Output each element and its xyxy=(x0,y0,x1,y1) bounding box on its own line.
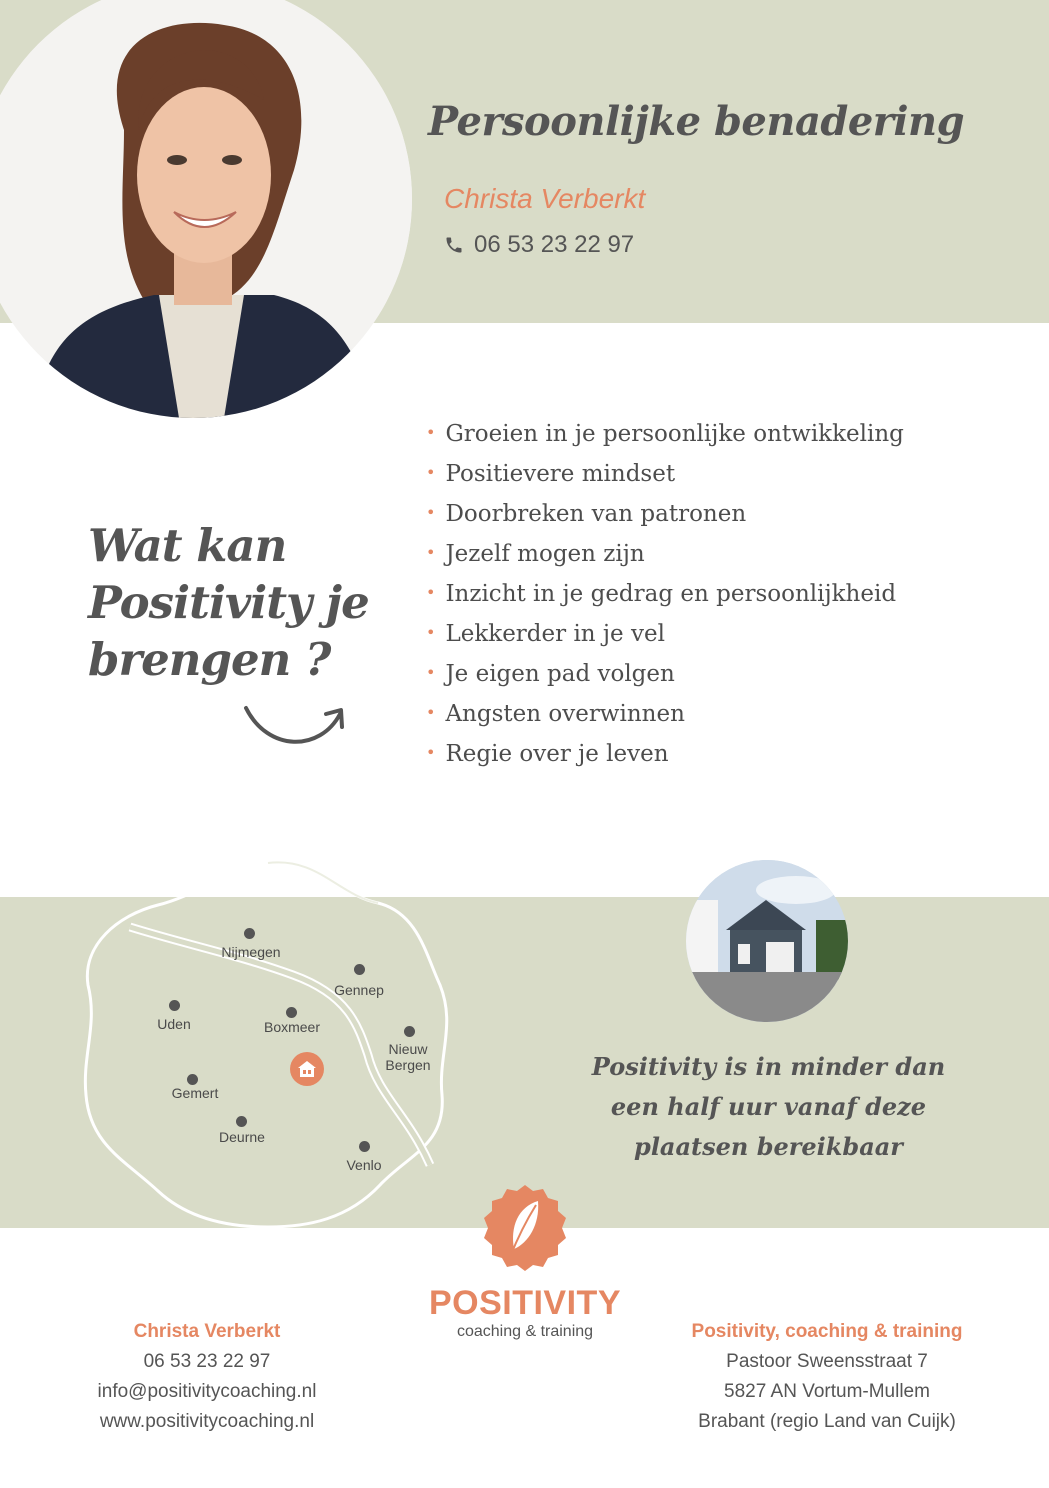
address-city: 5827 AN Vortum-Mullem xyxy=(724,1381,930,1402)
logo-wordmark: POSITIVITY xyxy=(428,1284,622,1322)
city-pin xyxy=(244,928,255,939)
company-name: Positivity, coaching & training xyxy=(691,1321,963,1342)
house-photo xyxy=(686,860,848,1022)
city-label: Nijmegen xyxy=(221,944,281,960)
city-label: Deurne xyxy=(219,1129,265,1145)
city-pin xyxy=(354,964,365,975)
house-icon xyxy=(297,1060,317,1078)
city-label: Uden xyxy=(157,1016,191,1032)
contact-phone[interactable]: 06 53 23 22 97 xyxy=(143,1351,271,1372)
positivity-logo xyxy=(480,1183,570,1273)
portrait-photo xyxy=(0,0,412,418)
question-heading: Wat kan Positivity je brengen ? xyxy=(88,519,369,686)
benefits-list xyxy=(426,416,904,776)
list-item: • Lekkerder in je vel xyxy=(426,621,665,647)
phone-icon xyxy=(444,235,464,255)
city-label: Gemert xyxy=(171,1085,219,1101)
city-pin xyxy=(286,1007,297,1018)
header-phone-number: 06 53 23 22 97 xyxy=(474,231,635,258)
list-item: • Je eigen pad volgen xyxy=(426,661,675,687)
contact-left xyxy=(62,1317,352,1437)
contact-right xyxy=(682,1317,972,1437)
city-pin xyxy=(169,1000,180,1011)
list-item: • Inzicht in je gedrag en persoonlijkheid xyxy=(426,581,897,607)
city-label: Nieuw Bergen xyxy=(385,1041,431,1073)
city-label: Gennep xyxy=(334,982,384,998)
list-item: • Regie over je leven xyxy=(426,741,669,767)
list-item: • Doorbreken van patronen xyxy=(426,501,747,527)
address-street: Pastoor Sweensstraat 7 xyxy=(726,1351,928,1372)
coach-name: Christa Verberkt xyxy=(444,183,646,214)
list-item: • Jezelf mogen zijn xyxy=(426,541,645,567)
page-title: Persoonlijke benadering xyxy=(428,98,965,145)
city-label: Boxmeer xyxy=(263,1019,321,1035)
contact-website[interactable]: www.positivitycoaching.nl xyxy=(99,1411,315,1432)
header-phone[interactable] xyxy=(444,231,634,259)
contact-name: Christa Verberkt xyxy=(133,1321,281,1342)
city-pin xyxy=(404,1026,415,1037)
reach-text: Positivity is in minder dan een half uur vanaf deze plaatsen bereikbaar xyxy=(591,1052,946,1161)
curved-arrow-icon xyxy=(240,700,350,752)
city-pin xyxy=(236,1116,247,1127)
list-item: • Groeien in je persoonlijke ontwikkeling xyxy=(426,421,904,447)
city-pin xyxy=(187,1074,198,1085)
contact-email[interactable]: info@positivitycoaching.nl xyxy=(97,1381,317,1402)
logo-tagline: coaching & training xyxy=(456,1323,594,1340)
city-pin xyxy=(359,1141,370,1152)
city-label: Venlo xyxy=(346,1157,382,1173)
home-location-marker xyxy=(290,1052,324,1086)
address-region: Brabant (regio Land van Cuijk) xyxy=(698,1411,956,1432)
list-item: • Angsten overwinnen xyxy=(426,701,685,727)
list-item: • Positievere mindset xyxy=(426,461,676,487)
